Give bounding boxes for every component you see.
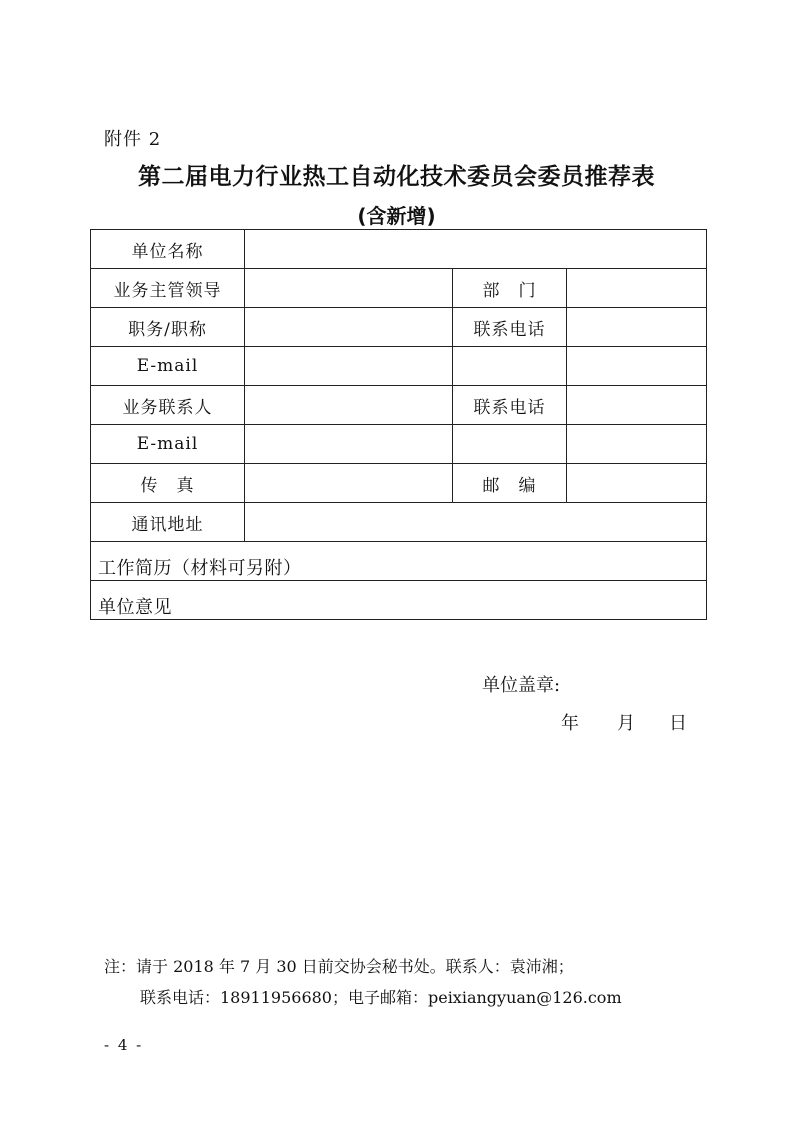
recommendation-form-table — [90, 229, 707, 734]
note-contact-info: 联系电话：18911956680；电子邮箱：peixiangyuan@126.com — [140, 988, 622, 1007]
row-leader-email — [91, 347, 707, 386]
leader-phone-field[interactable] — [567, 308, 707, 347]
row-address — [91, 503, 707, 542]
postcode-label: 邮 编 — [453, 464, 567, 503]
postcode-field[interactable] — [567, 464, 707, 503]
leader-email-field[interactable] — [245, 347, 453, 386]
row-unit-name — [91, 230, 707, 269]
unit-name-field[interactable] — [245, 230, 707, 269]
row-business-contact — [91, 386, 707, 425]
leader-email-extra-1[interactable] — [453, 347, 567, 386]
address-label: 通讯地址 — [91, 503, 245, 542]
document-title: 第二届电力行业热工自动化技术委员会委员推荐表 — [138, 164, 655, 190]
row-business-leader — [91, 269, 707, 308]
contact-email-label: E-mail — [91, 425, 245, 464]
note-deadline: 注：请于 2018 年 7 月 30 日前交协会秘书处。联系人：袁沛湘； — [104, 957, 574, 976]
document-subtitle: (含新增) — [357, 204, 436, 228]
year-label: 年 — [561, 713, 579, 734]
department-field[interactable] — [567, 269, 707, 308]
business-leader-label: 业务主管领导 — [91, 269, 245, 308]
leader-phone-label: 联系电话 — [453, 308, 567, 347]
contact-email-extra-2[interactable] — [567, 425, 707, 464]
fax-field[interactable] — [245, 464, 453, 503]
contact-phone-field[interactable] — [567, 386, 707, 425]
department-label: 部 门 — [453, 269, 567, 308]
business-contact-label: 业务联系人 — [91, 386, 245, 425]
contact-email-extra-1[interactable] — [453, 425, 567, 464]
page-number: - 4 - — [104, 1036, 144, 1054]
attachment-label: 附件 2 — [104, 129, 162, 150]
unit-seal-label: 单位盖章: — [482, 675, 561, 696]
business-contact-field[interactable] — [245, 386, 453, 425]
address-field[interactable] — [245, 503, 707, 542]
row-resume — [91, 542, 707, 581]
month-label: 月 — [617, 713, 635, 734]
position-title-label: 职务/职称 — [91, 308, 245, 347]
resume-label: 工作简历（材料可另附） — [98, 558, 302, 579]
unit-opinion-section[interactable] — [91, 581, 707, 734]
day-label: 日 — [669, 713, 687, 734]
resume-section[interactable] — [91, 542, 707, 581]
contact-phone-label: 联系电话 — [453, 386, 567, 425]
row-unit-opinion — [91, 581, 707, 620]
leader-email-extra-2[interactable] — [567, 347, 707, 386]
leader-email-label: E-mail — [91, 347, 245, 386]
business-leader-field[interactable] — [245, 269, 453, 308]
row-position-title — [91, 308, 707, 347]
row-contact-email — [91, 425, 707, 464]
unit-name-label: 单位名称 — [91, 230, 245, 269]
contact-email-field[interactable] — [245, 425, 453, 464]
position-title-field[interactable] — [245, 308, 453, 347]
unit-opinion-label: 单位意见 — [98, 597, 172, 618]
fax-label: 传 真 — [91, 464, 245, 503]
row-fax — [91, 464, 707, 503]
